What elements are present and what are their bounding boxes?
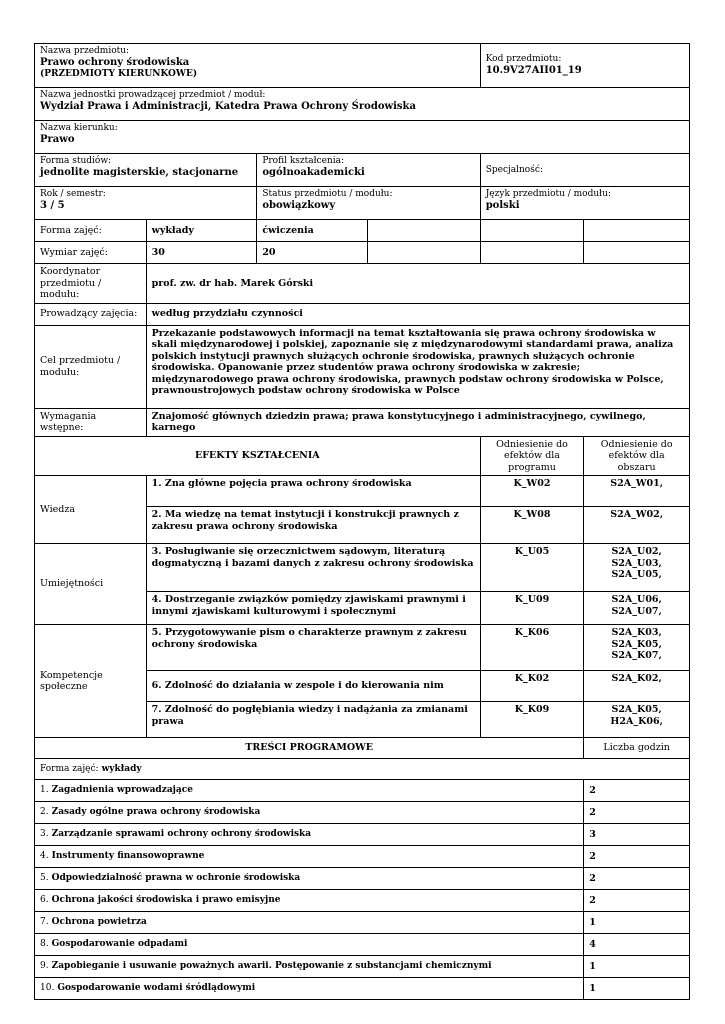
topic-row <box>35 824 690 846</box>
subject-name-cell <box>35 44 481 88</box>
topic-cell <box>35 846 584 868</box>
topic-row <box>35 846 690 868</box>
topic-hours: 2 <box>584 890 690 912</box>
topic-number: 10. <box>40 983 55 994</box>
effect-area-code: S2A_U02, <box>611 546 662 557</box>
field-label: Nazwa kierunku: <box>40 123 118 133</box>
subject-name-label: Nazwa przedmiotu: <box>40 46 130 56</box>
topic-cell <box>35 978 584 1000</box>
profile-label: Profil kształcenia: <box>262 156 344 166</box>
hours-exercises: 20 <box>257 242 368 264</box>
effect-item: 7. Zdolność do pogłębiania wiedzy i nadążania za zmianami prawa <box>146 702 480 738</box>
study-form-label: Forma studiów: <box>40 156 112 166</box>
coordinator-label: Koordynator przedmiotu / modułu: <box>35 264 147 304</box>
unit-label: Nazwa jednostki prowadzącej przedmiot / moduł: <box>40 90 266 100</box>
status-value: obowiązkowy <box>262 200 336 211</box>
subject-group: (PRZEDMIOTY KIERUNKOWE) <box>40 69 198 79</box>
topic-row <box>35 934 690 956</box>
year-label: Rok / semestr: <box>40 189 106 199</box>
year-cell <box>35 187 257 220</box>
topic-number: 2. <box>40 807 49 818</box>
topic-hours: 1 <box>584 956 690 978</box>
topic-title: Zagadnienia wprowadzające <box>51 785 193 796</box>
class-form-label: Forma zajęć: <box>35 220 147 242</box>
class-form-empty-3 <box>584 220 690 242</box>
effect-item: 5. Przygotowywanie pism o charakterze prawnym z zakresu ochrony środowiska <box>146 625 480 671</box>
field-cell <box>35 121 690 154</box>
hours-empty-3 <box>584 242 690 264</box>
class-form-lectures: wykłady <box>146 220 257 242</box>
topic-title: Ochrona jakości środowiska i prawo emisyjne <box>51 895 281 906</box>
content-header: TREŚCI PROGRAMOWE <box>35 738 584 759</box>
topic-title: Zasady ogólne prawa ochrony środowiska <box>51 807 261 818</box>
effect-program-code: K_W02 <box>480 476 584 507</box>
status-cell <box>257 187 480 220</box>
effect-area-codes <box>584 702 690 738</box>
effect-area-code: H2A_K06, <box>610 715 663 727</box>
class-form-empty-2 <box>480 220 584 242</box>
topic-title: Odpowiedzialność prawna w ochronie środowiska <box>51 873 301 884</box>
effect-area-code: S2A_U06, <box>611 594 662 605</box>
profile-cell <box>257 154 480 187</box>
topic-hours: 1 <box>584 978 690 1000</box>
effect-area-code: S2A_K03, <box>611 627 662 638</box>
effect-item: 6. Zdolność do działania w zespole i do kierowania nim <box>146 671 480 702</box>
effect-area-code: S2A_U03, <box>611 557 662 569</box>
topic-title: Instrumenty finansowoprawne <box>51 851 205 862</box>
syllabus-table <box>34 43 690 1000</box>
effect-area-codes <box>584 671 690 702</box>
topic-cell <box>35 934 584 956</box>
topic-number: 7. <box>40 917 49 928</box>
coordinator-value: prof. zw. dr hab. Marek Górski <box>146 264 689 304</box>
topic-title: Zapobieganie i usuwanie poważnych awarii. Postępowanie z substancjami chemicznymi <box>51 961 492 972</box>
effect-area-code: S2A_W02, <box>610 509 664 520</box>
effect-item: 2. Ma wiedzę na temat instytucji i konstrukcji prawnych z zakresu prawa ochrony środowiska <box>146 507 480 544</box>
topic-row <box>35 890 690 912</box>
effect-area-codes <box>584 476 690 507</box>
content-form-label: Forma zajęć: <box>40 763 99 774</box>
topic-cell <box>35 890 584 912</box>
topic-hours: 2 <box>584 802 690 824</box>
topic-cell <box>35 780 584 802</box>
language-value: polski <box>485 200 520 211</box>
effect-area-code: S2A_K05, <box>611 704 662 715</box>
effect-area-code: S2A_W01, <box>610 478 664 489</box>
effect-program-code: K_W08 <box>480 507 584 544</box>
specialty-cell <box>480 154 689 187</box>
goal-label: Cel przedmiotu / modułu: <box>35 325 147 408</box>
topic-number: 5. <box>40 873 49 884</box>
topic-row <box>35 802 690 824</box>
topic-cell <box>35 802 584 824</box>
topic-row <box>35 780 690 802</box>
topic-title: Gospodarowanie wodami śródlądowymi <box>57 983 256 994</box>
hours-empty-1 <box>367 242 480 264</box>
hours-lectures: 30 <box>146 242 257 264</box>
effect-area-code: S2A_U05, <box>611 569 662 580</box>
hours-label: Wymiar zajęć: <box>35 242 147 264</box>
class-form-exercises: ćwiczenia <box>257 220 368 242</box>
effect-area-code: S2A_U07, <box>611 605 662 617</box>
topic-number: 4. <box>40 851 49 862</box>
topic-row <box>35 912 690 934</box>
study-form-cell <box>35 154 257 187</box>
effect-program-code: K_U09 <box>480 592 584 625</box>
study-form-value: jednolite magisterskie, stacjonarne <box>40 167 239 178</box>
effect-area-code: S2A_K07, <box>611 650 662 661</box>
topic-title: Gospodarowanie odpadami <box>51 939 188 950</box>
language-cell <box>480 187 689 220</box>
effects-group-knowledge: Wiedza <box>35 476 147 544</box>
topic-cell <box>35 824 584 846</box>
content-form-value: wykłady <box>101 763 142 774</box>
effect-area-code: S2A_K02, <box>611 673 662 684</box>
topic-cell <box>35 868 584 890</box>
effects-group-social: Kompetencje społeczne <box>35 625 147 738</box>
effects-ref-area-header: Odniesienie do efektów dla obszaru <box>584 436 690 476</box>
effect-item: 3. Posługiwanie się orzecznictwem sądowym, literaturą dogmatyczną i bazami danych z zakresu ochrony środowiska <box>146 544 480 592</box>
effects-header: EFEKTY KSZTAŁCENIA <box>35 436 481 476</box>
topic-hours: 2 <box>584 780 690 802</box>
topic-hours: 2 <box>584 868 690 890</box>
subject-code-cell <box>480 44 689 88</box>
effect-area-codes <box>584 544 690 592</box>
effects-group-skills: Umiejętności <box>35 544 147 625</box>
instructor-label: Prowadzący zajęcia: <box>35 303 147 325</box>
specialty-label: Specjalność: <box>485 164 543 175</box>
requirements-value: Znajomość głównych dziedzin prawa; prawa konstytucyjnego i administracyjnego, cywilnego, karnego <box>146 408 689 436</box>
effect-area-code: S2A_K05, <box>611 638 662 650</box>
topic-cell <box>35 912 584 934</box>
class-form-empty-1 <box>367 220 480 242</box>
effect-area-codes <box>584 625 690 671</box>
effect-item: 1. Zna główne pojęcia prawa ochrony środowiska <box>146 476 480 507</box>
effect-area-codes <box>584 507 690 544</box>
field-name: Prawo <box>40 134 75 145</box>
unit-cell <box>35 88 690 121</box>
effect-program-code: K_K06 <box>480 625 584 671</box>
effect-item: 4. Dostrzeganie związków pomiędzy zjawiskami prawnymi i innymi zjawiskami kulturowymi i społecznymi <box>146 592 480 625</box>
topic-hours: 1 <box>584 912 690 934</box>
topic-row <box>35 956 690 978</box>
topic-cell <box>35 956 584 978</box>
profile-value: ogólnoakademicki <box>262 167 365 178</box>
topic-title: Zarządzanie sprawami ochrony ochrony środowiska <box>51 829 312 840</box>
goal-value: Przekazanie podstawowych informacji na temat kształtowania się prawa ochrony środowiska w skali międzynarodowej i polskiej, zapoznanie się z międzynarodowymi standardami prawa, analiza polskich instytucji prawnych służących ochronie środowiska, prawnych służących ochronie środowiska. Opanowanie przez studentów prawa ochrony środowiska w zakresie; międzynarodowego prawa ochrony środowiska, prawnych podstaw ochrony środowiska w Polsce, prawnoustrojowych podstaw ochrony środowiska w Polsce <box>146 325 689 408</box>
instructor-value: według przydziału czynności <box>146 303 689 325</box>
topic-hours: 3 <box>584 824 690 846</box>
effect-program-code: K_U05 <box>480 544 584 592</box>
status-label: Status przedmiotu / modułu: <box>262 189 393 199</box>
topic-row <box>35 978 690 1000</box>
topic-number: 8. <box>40 939 49 950</box>
topic-number: 9. <box>40 961 49 972</box>
effects-ref-program-header: Odniesienie do efektów dla programu <box>480 436 584 476</box>
year-value: 3 / 5 <box>40 200 65 211</box>
topic-hours: 2 <box>584 846 690 868</box>
requirements-label: Wymagania wstępne: <box>35 408 147 436</box>
topic-row <box>35 868 690 890</box>
content-hours-header: Liczba godzin <box>584 738 690 759</box>
language-label: Język przedmiotu / modułu: <box>485 189 611 199</box>
topic-number: 6. <box>40 895 49 906</box>
subject-code-label: Kod przedmiotu: <box>485 54 562 64</box>
subject-code: 10.9V27AII01_19 <box>485 65 582 76</box>
effect-area-codes <box>584 592 690 625</box>
effect-program-code: K_K09 <box>480 702 584 738</box>
effect-program-code: K_K02 <box>480 671 584 702</box>
topic-hours: 4 <box>584 934 690 956</box>
topic-number: 1. <box>40 785 49 796</box>
topic-title: Ochrona powietrza <box>51 917 147 928</box>
content-form-row <box>35 759 690 780</box>
topic-number: 3. <box>40 829 49 840</box>
hours-empty-2 <box>480 242 584 264</box>
unit-name: Wydział Prawa i Administracji, Katedra Prawa Ochrony Środowiska <box>40 101 416 112</box>
subject-name: Prawo ochrony środowiska <box>40 57 190 68</box>
